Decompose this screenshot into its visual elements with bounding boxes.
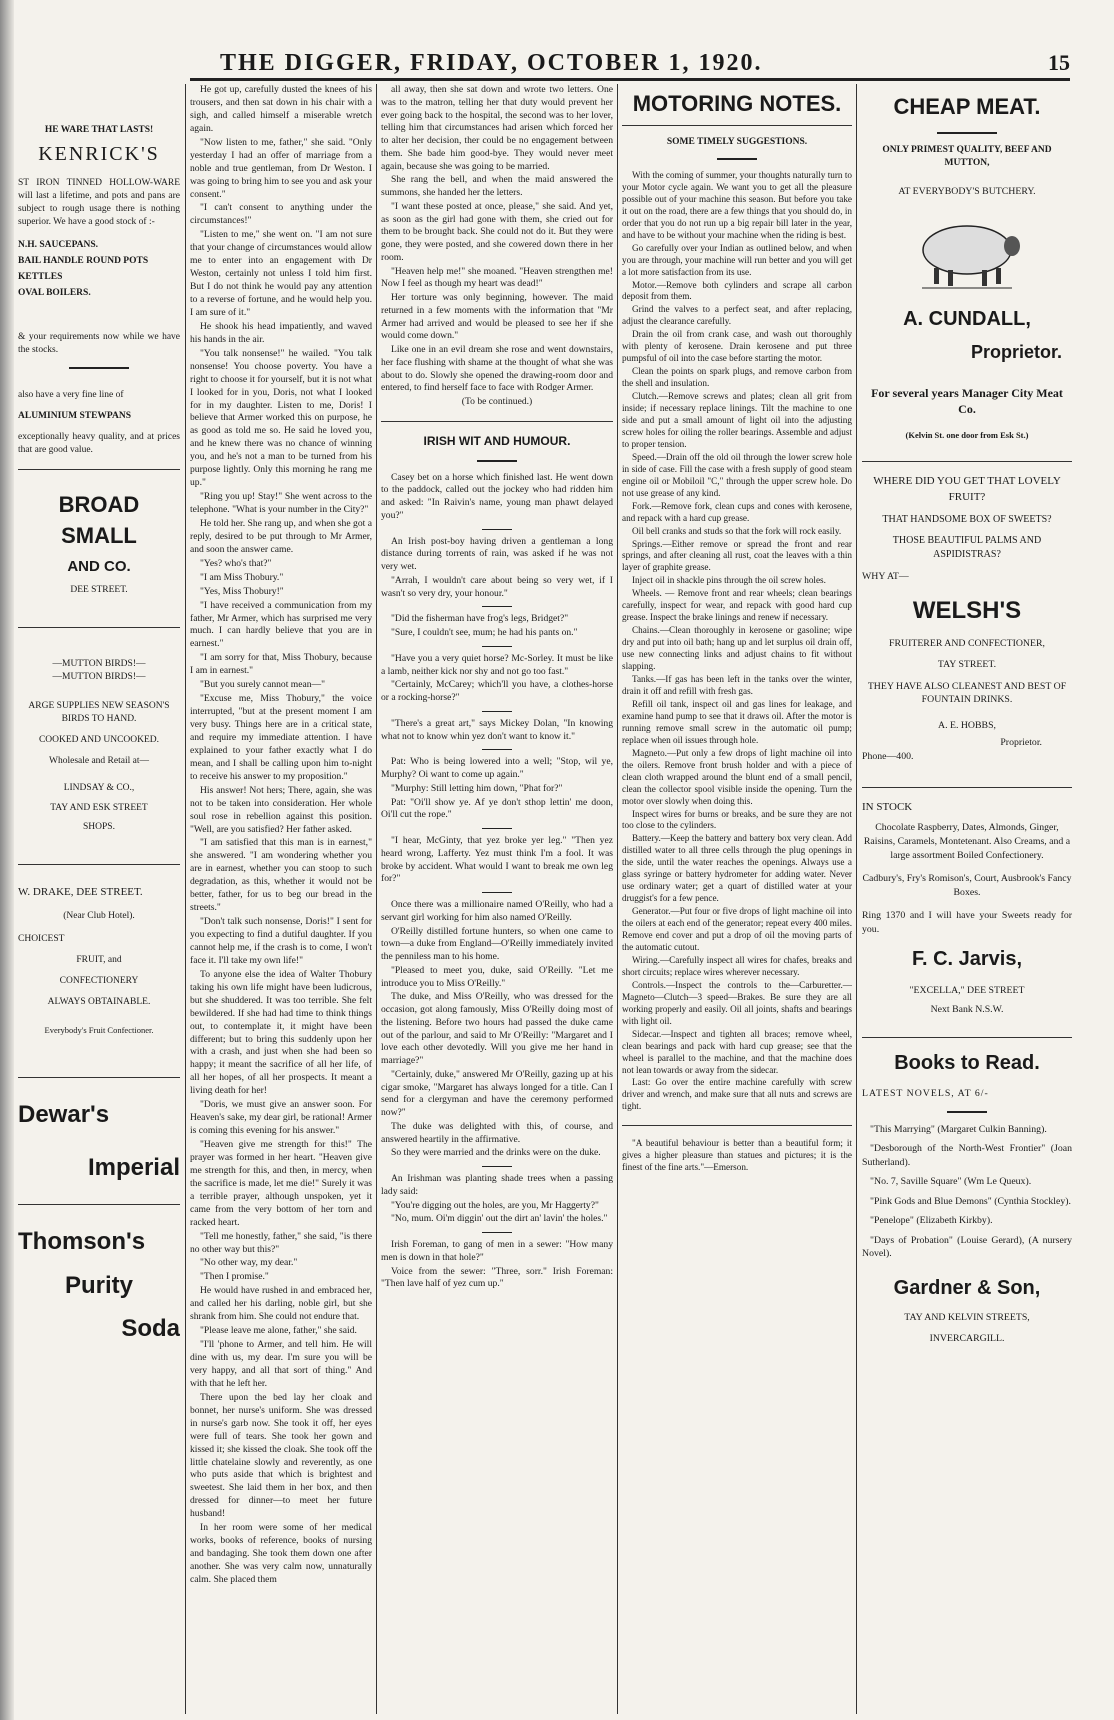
gardner-street: TAY AND KELVIN STREETS,: [904, 1311, 1030, 1323]
mutton-birds-line: ARGE SUPPLIES NEW SEASON'S BIRDS TO HAND.: [28, 700, 170, 725]
story-paragraph: "Ring you up! Stay!" She went across to the telephone. "What is your number in the City?": [190, 491, 372, 515]
joke-paragraph: An Irish post-boy having driven a gentleman a long distance during torrents of rain, was asked if he was not very wet.: [381, 535, 613, 573]
story-paragraph: In her room were some of her medical works, books of reference, books of nursing and bandaging. She took them down one after another. She was very calm now, unnaturally calm. She placed them: [190, 1522, 372, 1585]
thomsons-soda: Soda: [121, 1314, 180, 1342]
motoring-paragraph: Generator.—Put four or five drops of light machine oil into the oilers at each end of the generator; repeat every 400 miles. Remove end cover and put a drop of oil the moving parts of the automatic cutout.: [622, 906, 852, 952]
story-paragraph: "Listen to me," she went on. "I am not sure that your change of circumstances would allow me to enter into an engagement with Dr Weston, certainly not unless I told him first. But I do not think he would pay any attention to a reverse of fortune, and he would help you. I am sure of it.": [190, 229, 372, 318]
story-paragraph: "Yes, Miss Thobury!": [200, 585, 284, 597]
jarvis-line: Next Bank N.S.W.: [930, 1004, 1004, 1016]
to-be-continued: (To be continued.): [461, 396, 533, 407]
jarvis-line: Cadbury's, Fry's Romison's, Court, Ausbrook's Fancy Boxes.: [862, 873, 1072, 898]
motoring-paragraph: Motor.—Remove both cylinders and scrape all carbon deposit from them.: [622, 279, 852, 302]
joke-paragraph: "I hear, McGinty, that yez broke yer leg." "Then yez heard wrong, Lafferty. Yez must think I'm a fool. It was broke by accident. What would I want to break me own leg for?": [381, 835, 613, 885]
story-paragraph: "You talk nonsense!" he wailed. "You talk nonsense! You choose poverty. You have a right to choose it for yourself, but it is not what I looked for in you, Doris, not what I looked for in my daughter. Listen to me, Doris! I believe that Armer worked this on purpose, he as good as told me so. He said he loved you, and he knew there was no chance of winning you, and he's not a man to be turned from his purpose lightly. Only this morning he rang me up.": [190, 347, 372, 489]
drake-location: (Near Club Hotel).: [63, 910, 135, 921]
motoring-paragraph: Magneto.—Put only a few drops of light machine oil into the oilers. Remove front brush holder and with a piece of clean cloth wrapped around the blunt end of a small pencil, clean the collector spool visible inside the opening. Turn the motor over slowly when doing this.: [622, 747, 852, 806]
story-paragraph: "Heaven help me!" she moaned. "Heaven strengthen me! Now I feel as though my heart was dead!": [381, 265, 613, 290]
books-subheading: LATEST NOVELS, AT 6/-: [862, 1088, 989, 1100]
motoring-paragraph: Springs.—Either remove or spread the front and rear springs, and after cleaning all rust, coat the leaves with a thin layer of graphite grease.: [622, 538, 852, 573]
masthead: [200, 50, 1080, 80]
story-paragraph: He told her. She rang up, and when she got a reply, desired to be put through to Mr Armer, and soon the answer came.: [190, 517, 372, 555]
story-paragraph: "Tell me honestly, father," she said, "is there no other way but this?": [190, 1230, 372, 1255]
motoring-paragraph: Last: Go over the entire machine carefully with screw driver and wrench, and make sure that all nuts and screws are tight.: [622, 1077, 852, 1112]
welshs-name: WELSH'S: [912, 596, 1022, 624]
cheap-meat-heading: CHEAP MEAT.: [893, 94, 1041, 119]
drake-tagline: Everybody's Fruit Confectioner.: [44, 1025, 154, 1036]
story-paragraph: "Don't talk such nonsense, Doris!" I sent for you expecting to find a dutiful daughter. If you cannot help me, if the crash is to come, I won't face it. I'll take my own life!": [190, 916, 372, 966]
joke-paragraph: "Sure, I couldn't see, mum; he had his pants on.": [391, 627, 578, 639]
jarvis-heading: IN STOCK: [862, 801, 913, 814]
drake-line: FRUIT, and: [76, 955, 122, 966]
story-paragraph: He shook his head impatiently, and waved his hands in the air.: [190, 320, 372, 345]
kenrick-note: & your requirements now while we have the stocks.: [18, 331, 180, 355]
motoring-paragraph: Wiring.—Carefully inspect all wires for chafes, breaks and short circuits; replace wires wherever necessary.: [622, 954, 852, 977]
story-paragraph: "I have received a communication from my father, Mr Armer, which has surprised me very much. I can hardly believe that you are in earnest.": [190, 599, 372, 650]
books-heading: Books to Read.: [894, 1051, 1040, 1074]
joke-paragraph: Casey bet on a horse which finished last. He went down to the paddock, called out the jockey who had ridden him and asked: "In Raivin's name, young man phawt delayed you?": [381, 471, 613, 521]
story-paragraph: "I'll 'phone to Armer, and tell him. He will dine with us, my dear. I'm sure you will be very happy, and all that sort of thing." And with that he left her.: [190, 1339, 372, 1389]
column-rule: [185, 84, 186, 1714]
irish-wit-heading: IRISH WIT AND HUMOUR.: [423, 433, 571, 448]
cheap-meat-line: ONLY PRIMEST QUALITY, BEEF AND MUTTON,: [882, 145, 1052, 169]
joke-paragraph: O'Reilly distilled fortune hunters, so when one came to town—a duke from England—O'Reilly immediately invited the penniless man to his home.: [381, 925, 613, 963]
book-item: "This Marrying" (Margaret Culkin Banning).: [870, 1123, 1047, 1135]
thomsons-name: Thomson's: [18, 1228, 146, 1256]
column-rule: [617, 84, 618, 1714]
motoring-paragraph: Inject oil in shackle pins through the oil screw holes.: [632, 575, 826, 586]
joke-paragraph: Pat: "Oi'll show ye. Af ye don't sthop lettin' me doon, Oi'll cut the rope.": [381, 796, 613, 821]
story-paragraph: all away, then she sat down and wrote two letters. One was to the matron, telling her that duty would prevent her ever going back to the hospital, the second was to her lover, telling him that circumstances had arisen which forced her to alter her decision, ther could be no engagement between them. She bade him good-bye. They would never meet again, because she was going to be married.: [381, 84, 613, 172]
motoring-paragraph: Sidecar.—Inspect and tighten all braces; remove wheel, clean bearings and pack with hard cup grease; see that the wheel is parallel to the machine, and that the machine does not lean towards or away from the sidecar.: [622, 1028, 852, 1075]
welshs-line: WHERE DID YOU GET THAT LOVELY FRUIT?: [873, 475, 1061, 503]
story-paragraph: "I am sorry for that, Miss Thobury, because I am in earnest.": [190, 652, 372, 677]
dewars-imperial: Imperial: [87, 1154, 180, 1182]
motoring-paragraph: Wheels. — Remove front and rear wheels; clean bearings carefully, inspect for wear, and repack with good hard cup grease. Inspect the brake linings and renew if necessary.: [622, 588, 852, 623]
lindsay-street: TAY AND ESK STREET: [50, 802, 148, 813]
cundall-note: For several years Manager City Meat Co.: [871, 385, 1063, 417]
story-paragraph: "I am Miss Thobury.": [200, 571, 284, 583]
story-continued-column: [381, 84, 613, 1714]
welshs-owner: A. E. HOBBS,: [938, 719, 996, 731]
motoring-paragraph: Go carefully over your Indian as outlined below, and when you are through, your machine will run better and you will get a lot more satisfaction from its use.: [622, 242, 852, 277]
welshs-line: WHY AT—: [862, 571, 909, 583]
kenrick-item: N.H. SAUCEPANS.: [18, 240, 99, 251]
kenrick-brand: KENRICK'S: [38, 143, 160, 166]
column-rule: [856, 84, 857, 1714]
mutton-birds-heading: —MUTTON BIRDS!—: [52, 671, 146, 682]
book-item: "Desborough of the North-West Frontier" (Joan Sutherland).: [862, 1143, 1072, 1168]
dewars-ad: [18, 1098, 180, 1184]
jarvis-line: "EXCELLA," DEE STREET: [909, 984, 1025, 996]
joke-paragraph: "Have you a very quiet horse? Mc-Sorley. It must be like a lamb, neither kick nor shy and not go too fast.": [381, 652, 613, 677]
gardner-name: Gardner & Son,: [893, 1276, 1041, 1299]
motoring-paragraph: Chains.—Clean thoroughly in kerosene or gasoline; wipe dry and put into oil bath; hang up and let surplus oil drain off, use new connecting links and adjust chains to fit without slapping.: [622, 625, 852, 672]
jarvis-line: Ring 1370 and I will have your Sweets ready for you.: [862, 910, 1072, 935]
joke-paragraph: Voice from the sewer: "Three, sorr." Irish Foreman: "Then lave half of yez cum up.": [381, 1265, 613, 1290]
motoring-paragraph: Clean the points on spark plugs, and remove carbon from the shell and insulation.: [622, 366, 852, 389]
jarvis-ad: [862, 800, 1072, 1016]
motoring-paragraph: Clutch.—Remove screws and plates; clean all grit from inside; if necessary replace linings. Tilt the machine to one side and put a small amount of light oil into the adjusting screw holes for oiling the roller bearings. Assemble and adjust to proper tension.: [622, 391, 852, 449]
cundall-proprietor: Proprietor.: [970, 341, 1062, 362]
story-paragraph: Her torture was only beginning, however. The maid returned in a few moments with the information that "Mr Armer had arrived and would be pleased to see her if she would come down.": [381, 292, 613, 342]
kenrick-note: also have a very fine line of: [18, 389, 124, 400]
story-paragraph: "Heaven give me strength for this!" The prayer was formed in her heart. "Heaven give me strength for this, and then, in mercy, when the sacrifice is made, let me die!" Surely it was a terrible prayer, although unspoken, yet it came from the very bottom of her torn and racked heart.: [190, 1139, 372, 1228]
joke-paragraph: "Arrah, I wouldn't care about being so very wet, if I wasn't so very dry, your honour.": [381, 574, 613, 599]
motoring-paragraph: Inspect wires for burns or breaks, and be sure they are not too close to the cylinders.: [622, 808, 852, 831]
joke-paragraph: Irish Foreman, to gang of men in a sewer: "How many men is down in that hole?": [381, 1239, 613, 1263]
story-paragraph: "Then I promise.": [200, 1271, 269, 1283]
kenrick-stewpans: ALUMINIUM STEWPANS: [18, 410, 132, 421]
page-binding-edge: [0, 0, 14, 1720]
joke-paragraph: "Murphy: Still letting him down, "Phat for?": [391, 782, 563, 794]
thomsons-purity: Purity: [64, 1271, 133, 1299]
emerson-quote: "A beautiful behaviour is better than a beautiful form; it gives a higher pleasure than statues and pictures; it is the finest of the fine arts."—Emerson.: [622, 1138, 852, 1173]
story-paragraph: To anyone else the idea of Walter Thobury taking his own life might have been ludicrous, but she shuddered. It was too terrible. She felt bewildered. If she had had time to think things out, to contemplate it, it might have been different; but to bring this suddenly upon her with a crash, and just when she had been so happy; it meant the sacrifice of all her life, of all her hopes, of all her prospects. It meant a living death for her!: [190, 968, 372, 1097]
lindsay-name: LINDSAY & CO.,: [63, 783, 135, 794]
jarvis-name: F. C. Jarvis,: [911, 948, 1023, 971]
motoring-paragraph: Battery.—Keep the battery and battery box very clean. Add distilled water to all three cells through the plug openings in the side, until the water reaches the openings. Always use a glass syringe or battery hydrometer for adding water. Never use ordinary water; get a quart of distilled water at your druggist's for a few pence.: [622, 833, 852, 904]
joke-paragraph: "No, mum. Oi'm diggin' out the dirt an' lavin' the holes.": [391, 1213, 608, 1225]
mutton-birds-heading: —MUTTON BIRDS!—: [52, 658, 146, 669]
kenrick-item: BAIL HANDLE ROUND POTS: [18, 256, 149, 267]
motoring-paragraph: Speed.—Drain off the old oil through the lower screw hole in side of case. Fill the case with a fresh supply of good steam engine oil or Mobiloil "C," through the upper screw hole. Do not use grease of any kind.: [622, 451, 852, 498]
joke-paragraph: An Irishman was planting shade trees when a passing lady said:: [381, 1173, 613, 1197]
story-paragraph: He would have rushed in and embraced her, and called her his darling, noble girl, but she shrank from him. She could not endure that.: [190, 1285, 372, 1323]
joke-paragraph: So they were married and the drinks were on the duke.: [391, 1147, 601, 1159]
welshs-ad: [862, 474, 1072, 763]
joke-paragraph: "Certainly, McCarey; which'll you have, a clothes-horse or a rocking-horse?": [381, 679, 613, 704]
lindsay-shops: SHOPS.: [83, 821, 115, 832]
welshs-line: THAT HANDSOME BOX OF SWEETS?: [882, 513, 1052, 525]
masthead-title: THE DIGGER, FRIDAY, OCTOBER 1, 1920.: [220, 50, 763, 76]
broad-small-name: BROAD SMALL: [58, 492, 140, 548]
cundall-address: (Kelvin St. one door from Esk St.): [905, 429, 1029, 440]
kenrick-tagline: HE WARE THAT LASTS!: [44, 125, 154, 135]
book-item: "Pink Gods and Blue Demons" (Cynthia Stockley).: [870, 1195, 1071, 1207]
drake-ad: [18, 885, 180, 1037]
joke-paragraph: Pat: Who is being lowered into a well; "Stop, wil ye, Murphy? Oi want to come up again.": [381, 756, 613, 781]
right-ad-column: [862, 84, 1072, 1714]
story-paragraph: There upon the bed lay her cloak and bonnet, her nurse's uniform. She was dressed in nurse's garb now. She took it off, her eyes were full of tears. She took her gown and kissed it; she kissed the cloak. She took off the little chatelaine slowly and reverently, as one who puts aside that which is brightest and sweetest. She laid them in her box, and then dressed for dinner—to meet her future husband!: [190, 1391, 372, 1520]
welshs-line: THOSE BEAUTIFUL PALMS AND ASPIDISTRAS?: [892, 535, 1042, 561]
story-paragraph: His answer! Not hers; There, again, she was not to be taken into consideration. Her whole soul rose in rebellion against this position. "Well, are you satisfied? Her father asked.: [190, 784, 372, 835]
motoring-subheading: SOME TIMELY SUGGESTIONS.: [666, 136, 808, 147]
joke-paragraph: The duke was delighted with this, of course, and answered heartily in the affirmative.: [381, 1120, 613, 1145]
sheep-illustration: [912, 212, 1022, 292]
mutton-birds-line: Wholesale and Retail at—: [49, 756, 149, 767]
kenrick-note: exceptionally heavy quality, and at prices that are good value.: [18, 432, 180, 456]
joke-paragraph: "Pleased to meet you, duke, said O'Reilly. "Let me introduce you to Miss O'Reilly.": [381, 964, 613, 989]
story-paragraph: "Yes? who's that?": [200, 557, 272, 569]
left-ad-column: [18, 84, 180, 1345]
joke-paragraph: "Certainly, duke," answered Mr O'Reilly, gazing up at his cigar smoke, "Margaret has always longed for a title. Can I send for a clergyman and have the ceremony performed now?": [381, 1068, 613, 1119]
welshs-line: FRUITERER AND CONFECTIONER,: [889, 637, 1045, 649]
story-paragraph: He got up, carefully dusted the knees of his trousers, and then sat down in his chair with a sigh, and called himself a miserable wretch again.: [190, 84, 372, 134]
broad-small-street: DEE STREET.: [70, 584, 128, 595]
mutton-birds-line: COOKED AND UNCOOKED.: [38, 735, 160, 746]
motoring-paragraph: Fork.—Remove fork, clean cups and cones with kerosene, and repack with a hard cup grease.: [622, 500, 852, 523]
story-paragraph: Like one in an evil dream she rose and went downstairs, her face flushing with shame at the thought of what she was about to do. Slowly she opened the drawing-room door and entered, to find herself face to face with Rodger Armer.: [381, 344, 613, 394]
broad-small-ad: [18, 490, 180, 597]
story-paragraph: "Now listen to me, father," she said. "Only yesterday I had an offer of marriage from a noble and true gentleman, from Dr Weston. I was going to bring him to see you and ask your consent.": [190, 136, 372, 200]
story-column: [190, 84, 372, 1714]
book-item: "Days of Probation" (Louise Gerard), (A nursery Novel).: [862, 1234, 1072, 1260]
motoring-paragraph: With the coming of summer, your thoughts naturally turn to your Motor cycle again. We want you to get all the pleasure possible out of your machine this season. But before you take it out on the road, there are a few things that you should do, in order that you do not run up a big repair bill later in the year, and have to be without your machine when the riding is best.: [622, 169, 852, 240]
mutton-birds-ad: [18, 658, 180, 834]
motoring-heading: MOTORING NOTES.: [632, 91, 842, 116]
motoring-paragraph: Tanks.—If gas has been left in the tanks over the winter, drain it off and refill with fresh gas.: [622, 674, 852, 696]
motoring-paragraph: Grind the valves to a perfect seat, and after replacing, adjust the clearance carefully.: [622, 304, 852, 327]
kenrick-ad: [18, 124, 180, 457]
cundall-name: A. CUNDALL,: [903, 308, 1031, 331]
drake-name: W. DRAKE, DEE STREET.: [18, 885, 143, 898]
kenrick-body: ST IRON TINNED HOLLOW-WARE will last a lifetime, and pots and pans are subject to rough usage there is nothing superior. We have a good stock of :-: [18, 177, 180, 228]
story-paragraph: She rang the bell, and when the maid answered the summons, she handed her the letters.: [381, 174, 613, 198]
story-paragraph: "I can't consent to anything under the circumstances!": [190, 202, 372, 227]
joke-paragraph: The duke, and Miss O'Reilly, who was dressed for the occasion, got along famously, Miss O'Reilly doing most of the listening. Before two hours had passed the duke came out of the parlour, and said to Mr O'Reilly: "Margaret and I love each other devotedly. Will you give me her hand in marriage?": [381, 991, 613, 1067]
welshs-line: TAY STREET.: [937, 659, 997, 671]
broad-small-co: AND CO.: [67, 557, 131, 575]
gardner-ad: [862, 1050, 1072, 1346]
dewars-name: Dewar's: [18, 1101, 110, 1129]
story-paragraph: "Doris, we must give an answer soon. For Heaven's sake, my dear girl, be rational! Armer is coming this evening for his answer.": [190, 1099, 372, 1137]
book-item: "Penelope" (Elizabeth Kirkby).: [870, 1215, 993, 1227]
joke-paragraph: "Did the fisherman have frog's legs, Bridget?": [391, 613, 569, 625]
drake-line: CONFECTIONERY: [59, 976, 139, 987]
column-rule: [376, 84, 377, 1714]
motoring-paragraph: Refill oil tank, inspect oil and gas lines for leakage, and examine hand pump to see that it draws oil. After the motor is running remove small screw in the automatic oil pump; replace when oil issues through hole.: [622, 698, 852, 745]
welshs-owner-title: Proprietor.: [1000, 737, 1042, 749]
book-item: "No. 7, Saville Square" (Wm Le Queux).: [870, 1176, 1032, 1188]
gardner-town: INVERCARGILL.: [929, 1333, 1005, 1345]
story-paragraph: "Please leave me alone, father," she said.: [200, 1325, 357, 1337]
joke-paragraph: Once there was a millionaire named O'Reilly, who had a servant girl working for him also named O'Reilly.: [381, 899, 613, 923]
cheap-meat-ad: [862, 92, 1072, 441]
motoring-paragraph: Oil bell cranks and studs so that the fork will rock easily.: [632, 525, 842, 536]
joke-paragraph: "There's a great art," says Mickey Dolan, "In knowing what not to know whin yez don't want to know it.": [381, 717, 613, 742]
story-paragraph: "Excuse me, Miss Thobury," the voice interrupted, "but at the present moment I am very busy. Things here are in a critical state, and require my immediate attention. I have explained to your father exactly what I do mean, and I shall be calling upon him to-night to receive his answer to my proposition.": [190, 693, 372, 782]
masthead-rule: [190, 78, 1070, 81]
page-number: 15: [1048, 50, 1070, 75]
cheap-meat-line: AT EVERYBODY'S BUTCHERY.: [898, 185, 1036, 197]
thomsons-ad: [18, 1225, 180, 1344]
welshs-phone: Phone—400.: [862, 750, 914, 762]
motoring-column: [622, 84, 852, 1714]
drake-line: ALWAYS OBTAINABLE.: [47, 997, 151, 1008]
motoring-paragraph: Drain the oil from crank case, and wash out thoroughly with plenty of kerosene. Drain kerosene and put three pumpsful of oil into the case before starting the motor.: [622, 329, 852, 364]
drake-line: CHOICEST: [18, 934, 65, 945]
jarvis-line: Chocolate Raspberry, Dates, Almonds, Ginger, Raisins, Caramels, Montetenant. Also Creams, and a large assortment Boiled Confectionery.: [863, 822, 1071, 861]
story-paragraph: "But you surely cannot mean—": [200, 679, 326, 691]
story-paragraph: "I am satisfied that this man is in earnest," she answered. "I am wondering whether you are in earnest, whether you can stoop to such degradation, as this, whether it would not be better, father, for us to beg our bread in the streets.": [190, 837, 372, 914]
welshs-line: THEY HAVE ALSO CLEANEST AND BEST OF FOUNTAIN DRINKS.: [867, 680, 1067, 706]
kenrick-item: KETTLES: [18, 272, 63, 283]
joke-paragraph: "You're digging out the holes, are you, Mr Haggerty?": [391, 1199, 599, 1211]
story-paragraph: "No other way, my dear.": [200, 1257, 298, 1269]
story-paragraph: "I want these posted at once, please," she said. And yet, as soon as the girl had gone with them, she cried out for them to be brought back. She could not do it. But they were gone, they were posted, and she cowered down there in her room.: [381, 200, 613, 263]
motoring-paragraph: Controls.—Inspect the controls to the—Carburetter.—Magneto—Clutch—3 speed—Brakes. Be sure they are all working properly and easily. Oil all joints, shafts and bearings with light oil.: [622, 979, 852, 1026]
kenrick-item: OVAL BOILERS.: [18, 288, 91, 299]
